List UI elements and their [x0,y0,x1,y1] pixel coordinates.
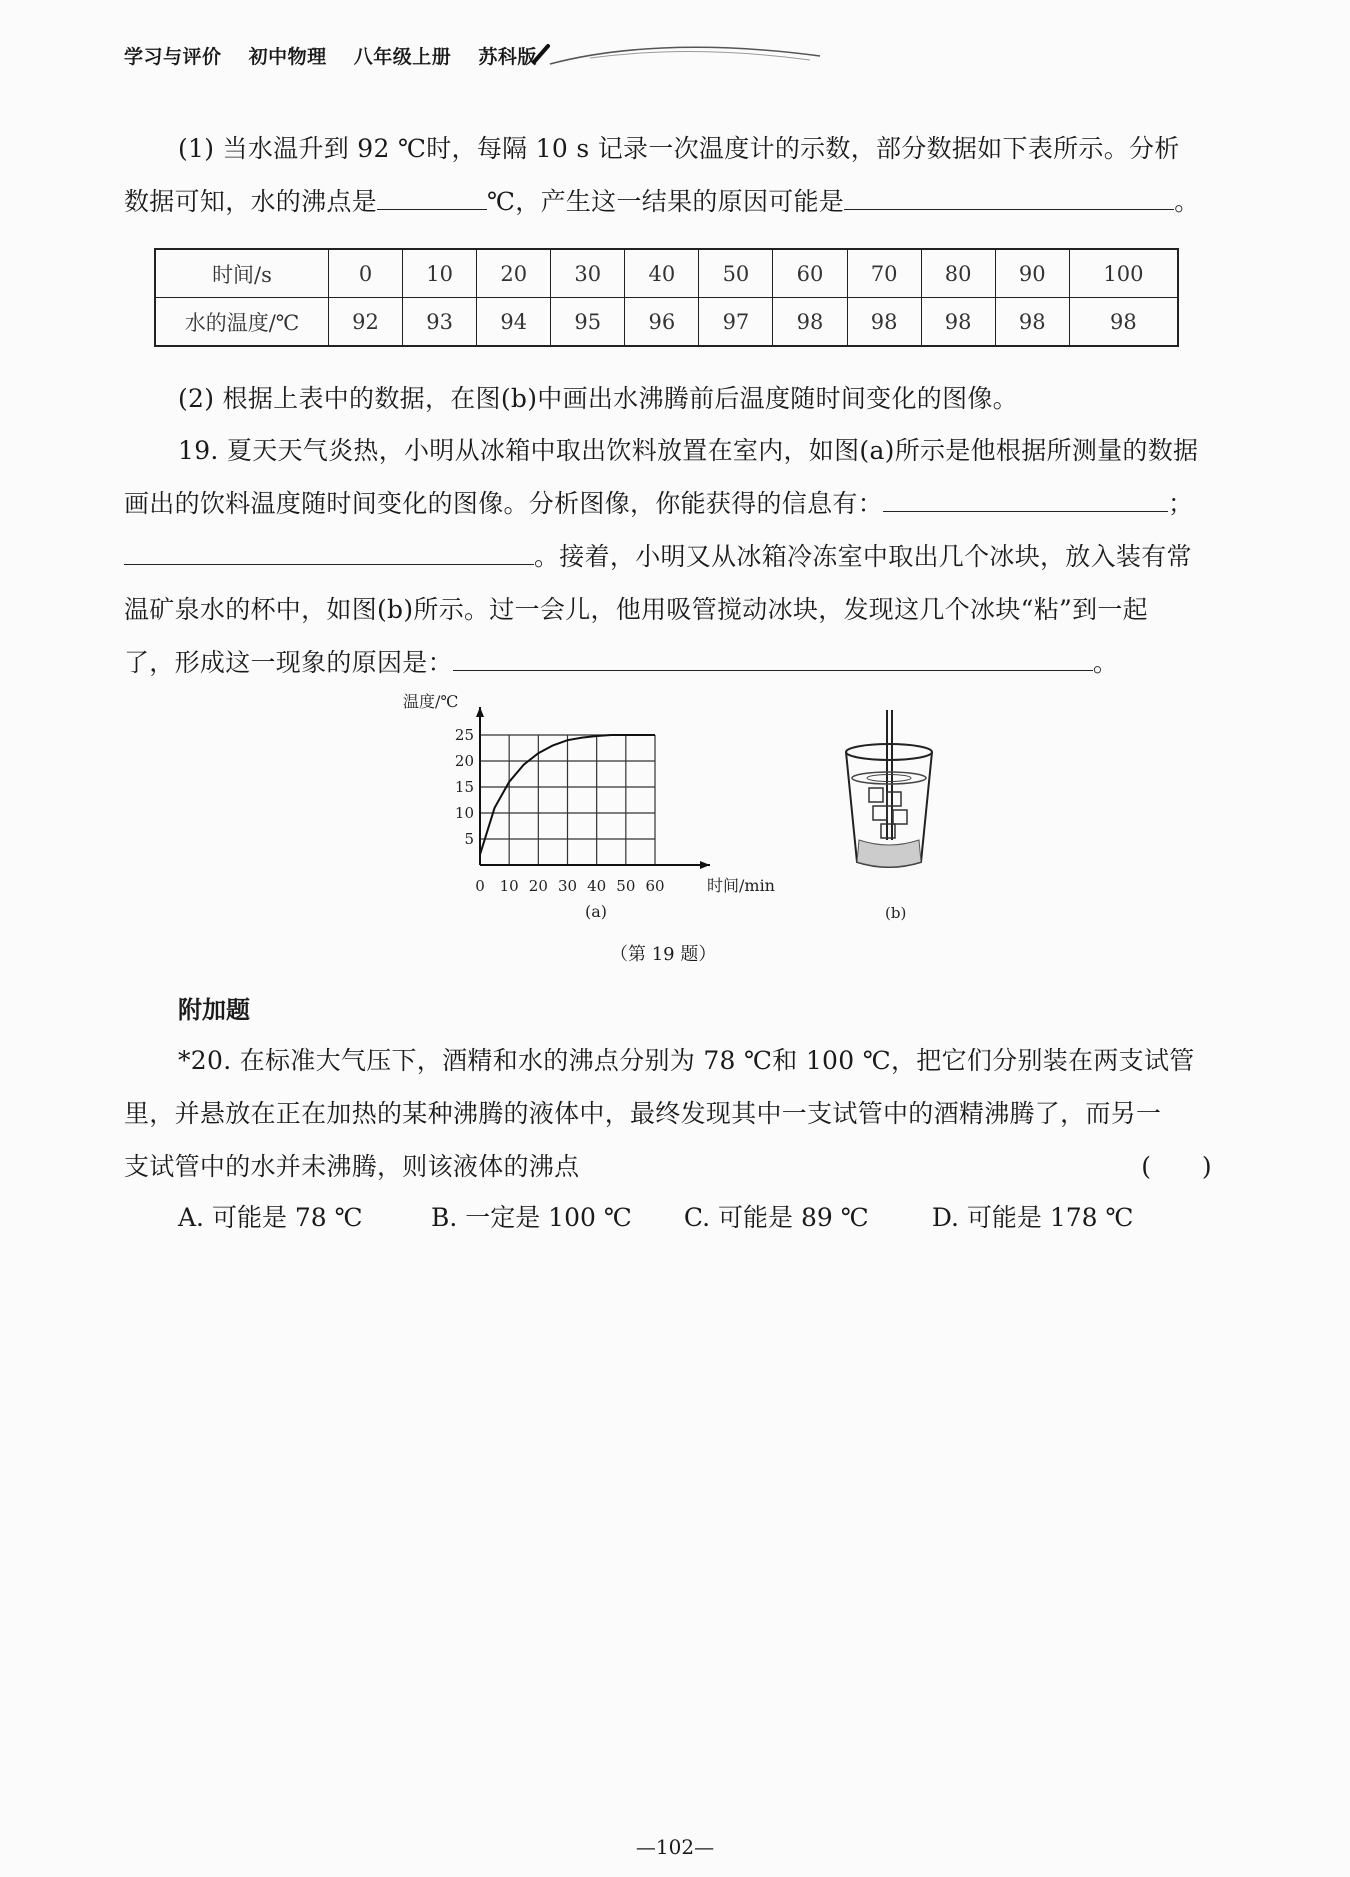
q20-options [178,1198,1133,1234]
chart-x-tick-label: 10 [499,877,519,895]
temperature-table [154,248,1179,347]
q20-line3: 支试管中的水并未沸腾，则该液体的沸点 [124,1152,580,1181]
table-cell: 70 [847,249,921,298]
table-cell: 80 [921,249,995,298]
chart-x-tick-label: 40 [587,877,607,895]
boiling-point-blank[interactable] [377,179,487,210]
header-book-series: 学习与评价 [124,46,222,68]
q18-part1-line2c: 。 [1174,187,1200,216]
figure-caption: （第 19 题） [610,944,717,965]
q20-line1: *20. 在标准大气压下，酒精和水的沸点分别为 78 ℃和 100 ℃，把它们分别装在两支试管 [178,1046,1195,1075]
chart-x-axis-label: 时间/min [707,876,775,895]
q19-line5a: 了，形成这一现象的原因是： [124,648,453,677]
info-blank-1[interactable] [883,481,1168,512]
chart-grid [480,735,655,865]
table-cell: 20 [477,249,551,298]
option-d[interactable]: D. 可能是 178 ℃ [931,1203,1134,1232]
table-header-temperature: 水的温度/℃ [155,298,329,347]
table-cell: 98 [1069,298,1178,347]
q19-line2a: 画出的饮料温度随时间变化的图像。分析图像，你能获得的信息有： [124,489,884,518]
option-c[interactable]: C. 可能是 89 ℃ [683,1203,869,1232]
chart-y-tick-label: 15 [454,778,474,796]
extra-section-title: 附加题 [178,996,250,1024]
header-edition: 苏科版 [478,46,537,68]
table-cell: 10 [403,249,477,298]
q20-line2: 里，并悬放在正在加热的某种沸腾的液体中，最终发现其中一支试管中的酒精沸腾了，而另一 [124,1099,1162,1128]
page-header [124,42,557,69]
page-number: —102— [635,1835,715,1859]
q18-part2 [124,372,1212,425]
chart-x-tick-label: 20 [528,877,548,895]
chart-x-tick-label: 50 [616,877,636,895]
table-cell: 98 [847,298,921,347]
info-blank-2[interactable] [124,534,534,565]
table-cell: 60 [773,249,847,298]
chart-x-tick-label: 30 [557,877,578,895]
figure-b-label: (b) [885,904,907,922]
table-cell: 90 [995,249,1069,298]
figure-a-label: (a) [585,902,608,921]
q19-line4: 温矿泉水的杯中，如图(b)所示。过一会儿，他用吸管搅动冰块，发现这几个冰块“粘”到一起 [124,595,1148,624]
table-cell: 50 [699,249,773,298]
table-cell: 95 [551,298,625,347]
q18-part1-line2a: 数据可知，水的沸点是 [124,187,378,216]
table-cell: 98 [773,298,847,347]
table-row-temperature [155,298,1178,347]
q19-line5b: 。 [1092,648,1119,677]
q18-part1-line1: (1) 当水温升到 92 ℃时，每隔 10 s 记录一次温度计的示数，部分数据如下表所示。分析 [178,134,1180,163]
chart-x-axis-arrow-icon [700,861,710,869]
table-cell: 0 [329,249,403,298]
chart-axes [476,707,710,869]
table-cell: 30 [551,249,625,298]
q18-part2-text: (2) 根据上表中的数据，在图(b)中画出水沸腾前后温度随时间变化的图像。 [178,384,1018,413]
chart-x-tick-label: 0 [475,877,485,895]
chart-y-tick-label: 25 [454,726,474,744]
header-pen-swoosh-icon [530,38,830,68]
table-cell: 97 [699,298,773,347]
q19-line2b: ； [1168,489,1194,518]
table-header-time: 时间/s [155,249,329,298]
option-b[interactable]: B. 一定是 100 ℃ [430,1203,632,1232]
table-cell: 40 [625,249,699,298]
chart-x-tick-label: 60 [645,877,665,895]
q18-part1-line2b: ℃，产生这一结果的原因可能是 [487,187,845,216]
table-cell: 98 [921,298,995,347]
reason-blank-q19[interactable] [453,640,1093,671]
chart-tick-labels [455,726,665,895]
table-cell: 100 [1069,249,1178,298]
chart-y-axis-arrow-icon [476,707,484,717]
reason-blank[interactable] [844,179,1174,210]
q19-line3: 。接着，小明又从冰箱冷冻室中取出几个冰块，放入装有常 [534,542,1192,571]
table-cell: 93 [403,298,477,347]
q20-text [124,1034,1212,1193]
table-row-time [155,249,1178,298]
chart-y-tick-label: 10 [454,804,474,822]
q19-line1: 19. 夏天天气炎热，小明从冰箱中取出饮料放置在室内，如图(a)所示是他根据所测量的数据 [178,436,1199,465]
table-cell: 94 [477,298,551,347]
header-grade: 八年级上册 [353,46,452,68]
answer-bracket[interactable]: ( ) [1141,1152,1212,1181]
table-cell: 98 [995,298,1069,347]
table-cell: 92 [329,298,403,347]
header-subject: 初中物理 [248,46,327,68]
chart-y-axis-label: 温度/℃ [403,692,459,711]
chart-y-tick-label: 5 [464,830,474,848]
table-cell: 96 [625,298,699,347]
q18-part1 [124,122,1212,228]
chart-y-tick-label: 20 [454,752,474,770]
temperature-time-chart [395,685,815,925]
q19-text [124,424,1212,689]
option-a[interactable]: A. 可能是 78 ℃ [178,1203,363,1232]
ice-cup-illustration [835,700,955,925]
